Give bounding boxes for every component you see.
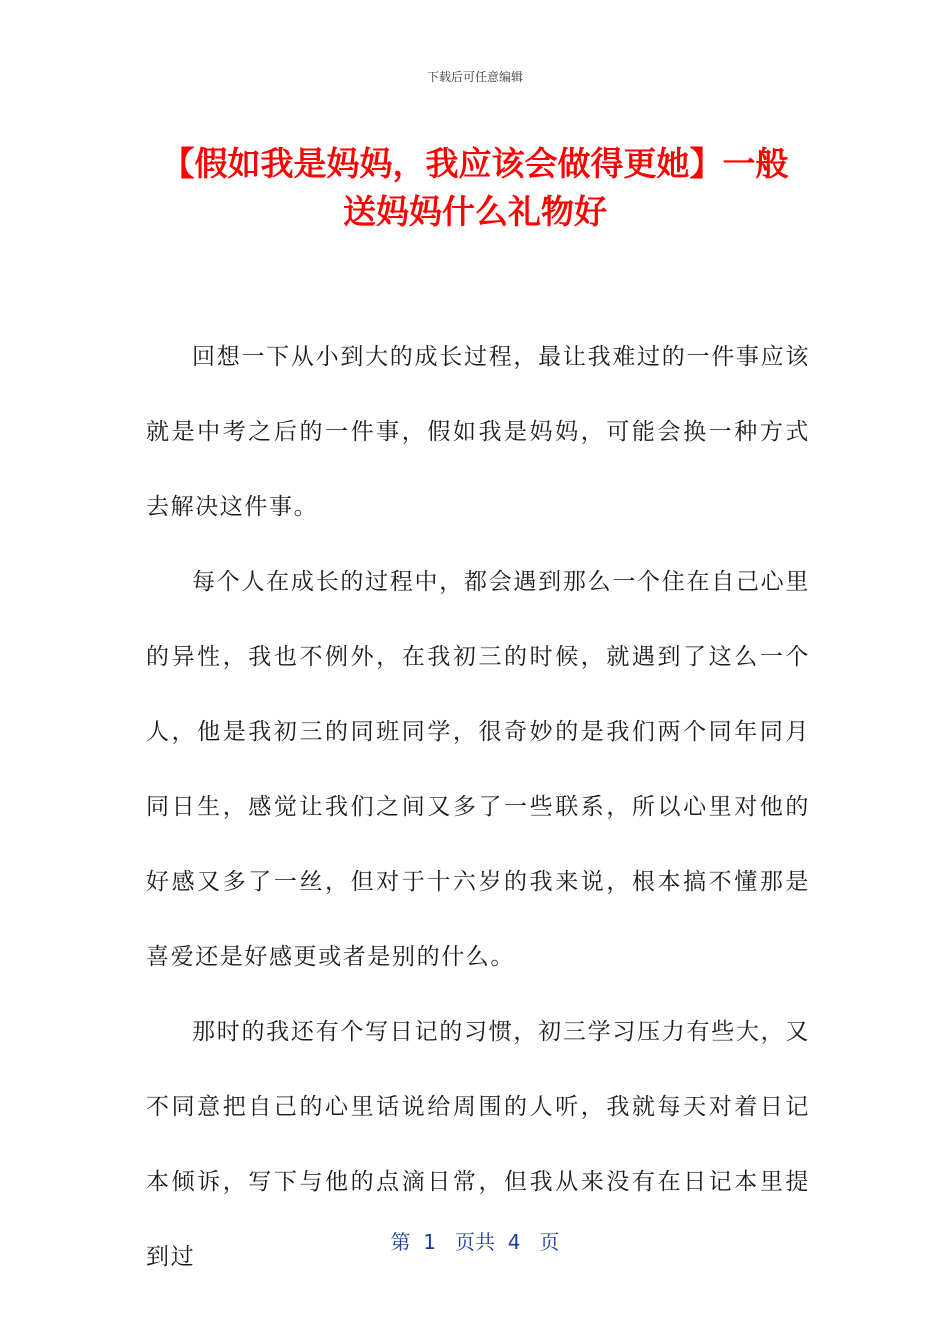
paragraph-3: 那时的我还有个写日记的习惯，初三学习压力有些大，又不同意把自己的心里话说给周围的人听，我就每天对着日记本倾诉，写下与他的点滴日常，但我从来没有在日记本里提到过 bbox=[146, 1019, 810, 1270]
title-line-2: 送妈妈什么礼物好 bbox=[343, 192, 607, 231]
document-body bbox=[146, 320, 810, 1295]
page-number-footer: 第 1 页共 4 页 bbox=[390, 1230, 560, 1254]
title-line-1: 【假如我是妈妈，我应该会做得更她】一般 bbox=[161, 144, 789, 183]
document-title bbox=[120, 140, 830, 236]
header-note: 下载后可任意编辑 bbox=[426, 70, 523, 84]
paragraph-2: 每个人在成长的过程中，都会遇到那么一个住在自己心里的异性，我也不例外，在我初三的时候，就遇到了这么一个人，他是我初三的同班同学，很奇妙的是我们两个同年同月同日生，感觉让我们之间又多了一些联系，所以心里对他的好感又多了一丝，但对于十六岁的我来说，根本搞不懂那是喜爱还是好感更或者是别的什么。 bbox=[146, 569, 810, 970]
paragraph-1: 回想一下从小到大的成长过程，最让我难过的一件事应该就是中考之后的一件事，假如我是妈妈，可能会换一种方式去解决这件事。 bbox=[146, 344, 810, 520]
